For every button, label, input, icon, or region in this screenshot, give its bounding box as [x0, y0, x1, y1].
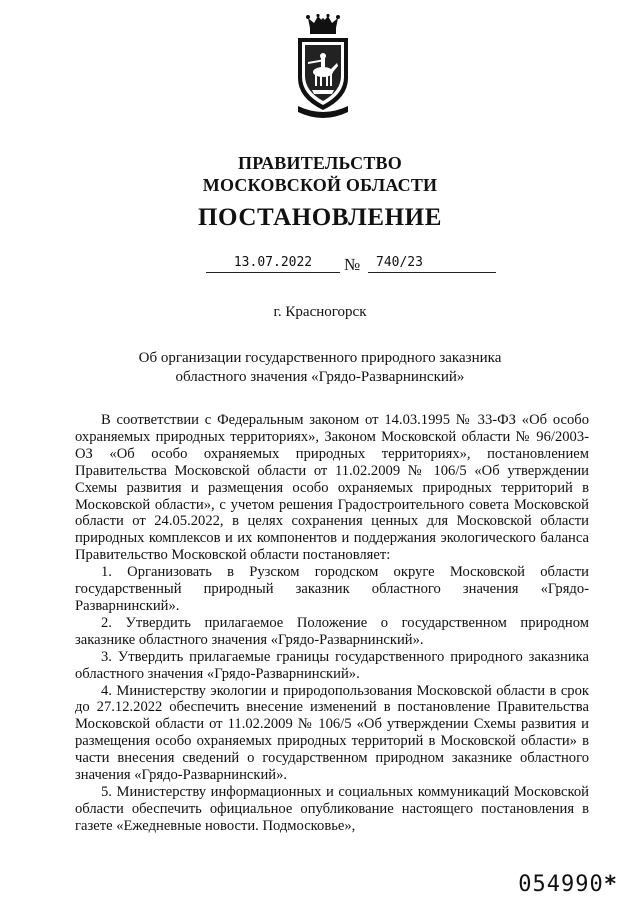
issuer-organization: [0, 152, 640, 196]
document-subject: [0, 349, 640, 387]
document-date-number: [0, 254, 640, 278]
resolution-item-4: 4. Министерству экологии и природопользования Московской области в срок до 27.12.2022 обеспечить внесение изменений в постановление Правительства Московской области от 11.02.2009 № 106/5 «Об утверждении Схемы развития и размещения особо охраняемых природных территорий в Московской области» в части внесения сведений о государственном природном заказнике областного значения «Грядо-Разварнинский».: [75, 682, 589, 784]
resolution-item-3: 3. Утвердить прилагаемые границы государственного природного заказника областного значения «Грядо-Разварнинский».: [75, 648, 589, 682]
serial-star-icon: *: [603, 872, 618, 897]
subject-line-2: областного значения «Грядо-Разварнинский»: [175, 369, 465, 385]
preamble-paragraph: В соответствии с Федеральным законом от 14.03.1995 № 33-ФЗ «Об особо охраняемых природных территориях», Законом Московской области № 96/2003-ОЗ «Об особо охраняемых природных территориях», постановлением Правительства Московской области от 11.02.2009 № 106/5 «Об утверждении Схемы развития и размещения особо охраняемых природных территорий в Московской области», с учетом решения Градостроительного совета Московской области от 24.05.2022, в целях сохранения ценных для Московской области природных комплексов и их компонентов и поддержания экологического баланса Правительство Московской области постановляет:: [75, 412, 589, 564]
document-date: 13.07.2022: [206, 254, 340, 273]
moscow-region-coat-of-arms-emblem: [292, 14, 354, 122]
document-body: [75, 412, 589, 835]
document-type-title: ПОСТАНОВЛЕНИЕ: [197, 204, 443, 231]
document-number: 740/23: [368, 254, 496, 273]
document-city: г. Красногорск: [273, 304, 367, 320]
number-sign: №: [344, 255, 361, 274]
resolution-item-2: 2. Утвердить прилагаемое Положение о государственном природном заказнике областного значения «Грядо-Разварнинский».: [75, 614, 589, 648]
subject-line-1: Об организации государственного природного заказника: [138, 350, 502, 366]
issuer-line-2: МОСКОВСКОЙ ОБЛАСТИ: [202, 175, 438, 195]
resolution-item-1: 1. Организовать в Рузском городском округе Московской области государственный природный заказник областного значения «Грядо-Разварнинский».: [75, 564, 589, 614]
form-serial-number: [518, 872, 618, 897]
resolution-item-5: 5. Министерству информационных и социальных коммуникаций Московской области обеспечить официальное опубликование настоящего постановления в газете «Ежедневные новости. Подмосковье»,: [75, 783, 589, 834]
issuer-line-1: ПРАВИТЕЛЬСТВО: [238, 153, 402, 173]
serial-digits: 054990: [518, 872, 604, 897]
